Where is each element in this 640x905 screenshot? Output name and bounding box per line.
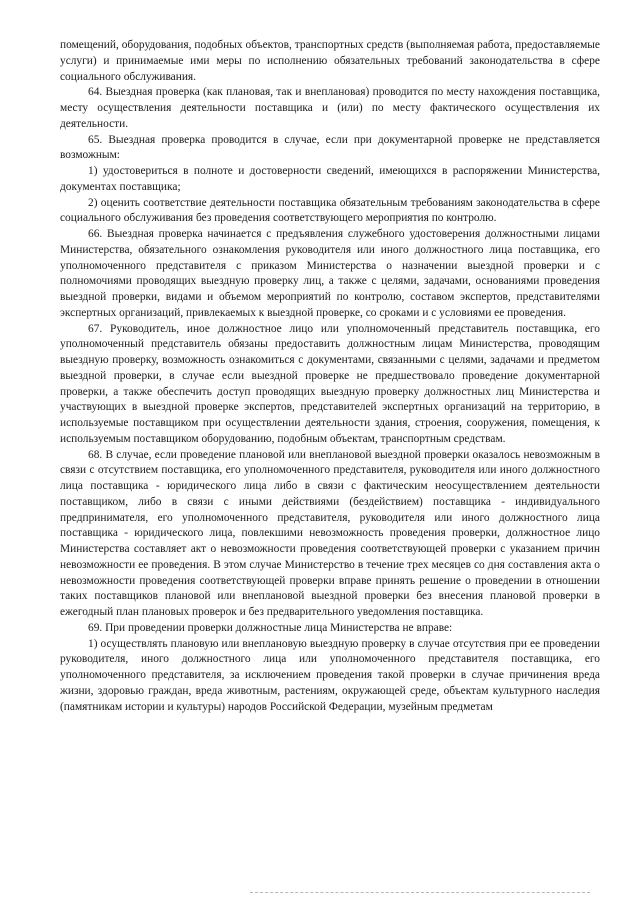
paragraph-69-item-1: 1) осуществлять плановую или внеплановую выездную проверку в случае отсутствия при ее проведении руководителя, иного должностного лица или уполномоченного представителя поставщика, его уполномоченного представителя, за исключением проведения такой проверки в случае причинения вреда жизни, здоровью граждан, вреда животным, растениям, окружающей среде, объектам культурного наследия (памятникам истории и культуры) народов Российской Федерации, музейным предметам (60, 637, 600, 713)
paragraph-65-item-1: 1) удостовериться в полноте и достоверности сведений, имеющихся в распоряжении Министерства, документах поставщика; (60, 165, 600, 193)
paragraph-65-item-2: 2) оценить соответствие деятельности поставщика обязательным требованиям законодательства в сфере социального обслуживания без проведения соответствующего мероприятия по контролю. (60, 196, 600, 225)
paragraph-continuation: помещений, оборудования, подобных объектов, транспортных средств (выполняемая работа, предоставляемые услуги) и принимаемые ими меры по исполнению обязательных требований законодательства в сфере социального обслуживания. (60, 39, 600, 83)
paragraph-66: 66. Выездная проверка начинается с предъявления служебного удостоверения должностными лицами Министерства, обязательного ознакомления руководителя или иного должностного лица поставщика, его уполномоченного представителя с приказом Министерства о назначении выездной проверки и с полномочиями проводящих выездную проверку лиц, а также с целями, задачами, основаниями проведения выездной проверки, видами и объемом мероприятий по контролю, составом экспертов, представителями экспертных организаций, привлекаемых к выездной проверке, со сроками и с условиями ее проведения. (60, 228, 600, 319)
document-page (60, 38, 600, 715)
footer-divider (250, 892, 590, 893)
paragraph-69: 69. При проведении проверки должностные лица Министерства не вправе: (88, 621, 453, 634)
paragraph-65: 65. Выездная проверка проводится в случае, если при документарной проверке не представляется возможным: (60, 133, 600, 162)
paragraph-67: 67. Руководитель, иное должностное лицо или уполномоченный представитель поставщика, его уполномоченный представитель обязаны предоставить должностным лицам Министерства, проводящим выездную проверку, возможность ознакомиться с документами, связанными с целями, задачами и предметом выездной проверки, в случае если выездной проверке не предшествовало проведение документарной проверки, а также обеспечить доступ проводящих выездную проверку должностных лиц Министерства и участвующих в выездной проверке экспертов, представителей экспертных организаций на территорию, в используемые поставщиком при осуществлении деятельности здания, строения, сооружения, помещения, к используемым поставщиком оборудованию, подобным объектам, транспортным средствам. (60, 322, 600, 445)
paragraph-64: 64. Выездная проверка (как плановая, так и внеплановая) проводится по месту нахождения поставщика, месту осуществления деятельности поставщика и (или) по месту фактического осуществления их деятельности. (60, 86, 600, 130)
paragraph-68: 68. В случае, если проведение плановой или внеплановой выездной проверки оказалось невозможным в связи с отсутствием поставщика, его уполномоченного представителя, руководителя или иного должностного лица поставщика - юридического лица либо в связи с фактическим неосуществлением деятельности поставщиком, либо в связи с иными действиями (бездействием) поставщика - индивидуального предпринимателя, его уполномоченного представителя, руководителя или иного должностного лица поставщика - юридического лица, повлекшими невозможность проведения проверки, должностное лицо Министерства составляет акт о невозможности проведения соответствующей проверки с указанием причин невозможности ее проведения. В этом случае Министерство в течение трех месяцев со дня составления акта о невозможности проведения соответствующей проверки вправе принять решение о проведении в отношении таких поставщиков плановой или внеплановой выездной проверки без внесения плановой проверки в ежегодный план плановых проверок и без предварительного уведомления поставщика. (60, 448, 600, 618)
